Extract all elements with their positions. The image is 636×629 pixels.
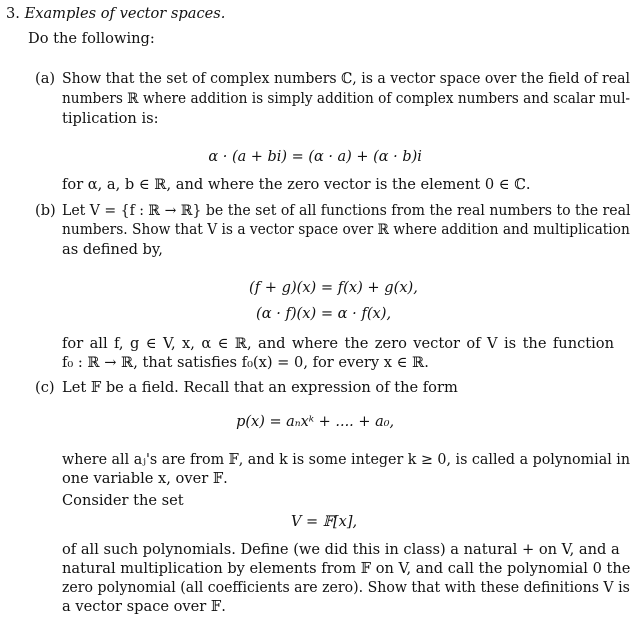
problem-header	[6, 4, 225, 24]
part-b-equation-2: (α · f)(x) = α · f(x),	[256, 305, 392, 322]
part-c-line-5: zero polynomial (all coefficients are zero). Show that with these definitions V is	[62, 579, 630, 596]
part-b-line-1: Let V = {f : ℝ → ℝ} be the set of all functions from the real numbers to the real	[62, 202, 631, 219]
part-b-after-1: for all f, g ∈ V, x, α ∈ ℝ, and where the zero vector of V is the function	[62, 335, 614, 352]
part-a-line-3: tiplication is:	[62, 110, 159, 127]
part-a-line-2: numbers ℝ where addition is simply addition of complex numbers and scalar mul-	[62, 90, 631, 107]
problem-title: Examples of vector spaces.	[24, 5, 226, 22]
part-b-label: (b)	[35, 202, 56, 219]
part-a-after: for α, a, b ∈ ℝ, and where the zero vector is the element 0 ∈ ℂ.	[62, 176, 531, 193]
part-b-after-2: f₀ : ℝ → ℝ, that satisfies f₀(x) = 0, for every x ∈ ℝ.	[62, 354, 429, 371]
problem-number: 3.	[6, 5, 20, 22]
part-b-line-2: numbers. Show that V is a vector space over ℝ where addition and multiplication	[62, 221, 630, 238]
part-b-line-3: as defined by,	[62, 241, 163, 258]
part-c-line-2: one variable x, over 𝔽.	[62, 470, 228, 487]
part-b-equation-1: (f + g)(x) = f(x) + g(x),	[249, 279, 418, 296]
part-c-label: (c)	[35, 379, 55, 396]
part-c-line-4: natural multiplication by elements from 𝔽 on V, and call the polynomial 0 the	[62, 560, 631, 577]
part-c-equation-2: V = 𝔽[x],	[291, 513, 358, 530]
part-a-line-1: Show that the set of complex numbers ℂ, is a vector space over the field of real	[62, 70, 630, 87]
part-c-line-3: of all such polynomials. Define (we did this in class) a natural + on V, and a	[62, 541, 620, 558]
part-c-intro: Let 𝔽 be a field. Recall that an expression of the form	[62, 379, 458, 396]
part-a-equation: α · (a + bi) = (α · a) + (α · b)i	[208, 148, 422, 165]
part-c-line-1: where all aⱼ's are from 𝔽, and k is some integer k ≥ 0, is called a polynomial in	[62, 451, 631, 468]
part-c-consider: Consider the set	[62, 492, 184, 509]
instruction-text: Do the following:	[28, 30, 155, 47]
part-a-label: (a)	[35, 70, 56, 87]
part-c-equation-1: p(x) = aₙxᵏ + .... + a₀,	[236, 413, 395, 430]
part-c-line-6: a vector space over 𝔽.	[62, 598, 226, 615]
